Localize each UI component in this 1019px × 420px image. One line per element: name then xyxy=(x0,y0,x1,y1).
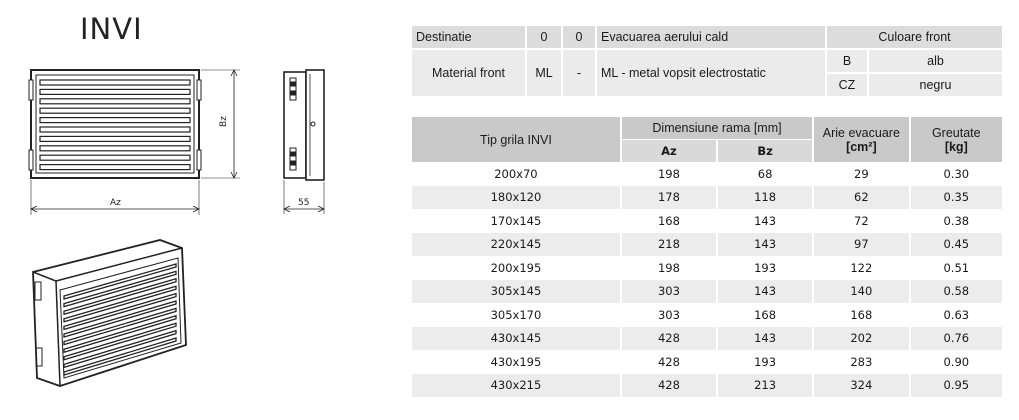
product-table xyxy=(412,117,1002,397)
destinatie-code-1: 0 xyxy=(526,26,562,49)
cell-bz: 68 xyxy=(717,162,813,186)
bz-header: Bz xyxy=(717,140,813,163)
destinatie-value: Evacuarea aerului cald xyxy=(596,26,826,49)
cell-area: 72 xyxy=(813,209,909,233)
table-row xyxy=(412,280,1002,304)
cell-area: 168 xyxy=(813,303,909,327)
area-header-label: Arie evacuare xyxy=(822,125,900,140)
cell-area: 324 xyxy=(813,374,909,398)
type-header: Tip grila INVI xyxy=(412,117,621,162)
cell-weight: 0.45 xyxy=(910,233,1002,257)
destinatie-code-2: 0 xyxy=(562,26,596,49)
cell-bz: 143 xyxy=(717,209,813,233)
cell-bz: 193 xyxy=(717,256,813,280)
color-name: negru xyxy=(868,73,1002,96)
table-row xyxy=(412,327,1002,351)
cell-weight: 0.76 xyxy=(910,327,1002,351)
cell-bz: 168 xyxy=(717,303,813,327)
destinatie-label: Destinatie xyxy=(412,26,526,49)
height-dimension-label: Bz xyxy=(219,116,229,127)
table-row xyxy=(412,162,1002,186)
table-row xyxy=(412,209,1002,233)
cell-weight: 0.63 xyxy=(910,303,1002,327)
color-code: B xyxy=(826,49,868,73)
cell-az: 303 xyxy=(621,303,717,327)
cell-weight: 0.58 xyxy=(910,280,1002,304)
cell-type: 200x70 xyxy=(412,162,621,186)
cell-area: 140 xyxy=(813,280,909,304)
table-row xyxy=(412,233,1002,257)
area-header-unit: [cm²] xyxy=(846,139,877,154)
material-value: ML - metal vopsit electrostatic xyxy=(596,49,826,96)
culoare-header: Culoare front xyxy=(826,26,1002,49)
material-label: Material front xyxy=(412,49,526,96)
width-dimension-label: Az xyxy=(110,198,121,208)
cell-az: 178 xyxy=(621,186,717,210)
cell-type: 305x145 xyxy=(412,280,621,304)
cell-bz: 143 xyxy=(717,280,813,304)
cell-weight: 0.38 xyxy=(910,209,1002,233)
cell-area: 283 xyxy=(813,350,909,374)
weight-header-label: Greutate xyxy=(931,125,981,140)
cell-type: 200x195 xyxy=(412,256,621,280)
depth-dimension-label: 55 xyxy=(298,198,310,208)
cell-type: 430x195 xyxy=(412,350,621,374)
info-table xyxy=(412,26,1002,96)
weight-header-unit: [kg] xyxy=(944,139,968,154)
table-row xyxy=(412,256,1002,280)
cell-area: 29 xyxy=(813,162,909,186)
cell-az: 428 xyxy=(621,327,717,351)
cell-az: 198 xyxy=(621,256,717,280)
product-title: INVI xyxy=(80,12,143,46)
cell-type: 430x215 xyxy=(412,374,621,398)
cell-bz: 213 xyxy=(717,374,813,398)
cell-weight: 0.95 xyxy=(910,374,1002,398)
material-dash: - xyxy=(562,49,596,96)
cell-bz: 143 xyxy=(717,327,813,351)
cell-weight: 0.30 xyxy=(910,162,1002,186)
cell-az: 198 xyxy=(621,162,717,186)
cell-az: 303 xyxy=(621,280,717,304)
cell-area: 122 xyxy=(813,256,909,280)
weight-header xyxy=(910,117,1002,162)
cell-az: 218 xyxy=(621,233,717,257)
cell-az: 428 xyxy=(621,374,717,398)
cell-az: 168 xyxy=(621,209,717,233)
cell-area: 202 xyxy=(813,327,909,351)
cell-weight: 0.90 xyxy=(910,350,1002,374)
table-row xyxy=(412,303,1002,327)
table-row xyxy=(412,186,1002,210)
az-header: Az xyxy=(621,140,717,163)
table-row xyxy=(412,350,1002,374)
color-code: CZ xyxy=(826,73,868,96)
cell-bz: 193 xyxy=(717,350,813,374)
material-code: ML xyxy=(526,49,562,96)
cell-area: 62 xyxy=(813,186,909,210)
dimensions-header: Dimensiune rama [mm] xyxy=(621,117,813,140)
cell-weight: 0.51 xyxy=(910,256,1002,280)
cell-az: 428 xyxy=(621,350,717,374)
cell-type: 305x170 xyxy=(412,303,621,327)
cell-type: 430x145 xyxy=(412,327,621,351)
cell-weight: 0.35 xyxy=(910,186,1002,210)
cell-area: 97 xyxy=(813,233,909,257)
color-name: alb xyxy=(868,49,1002,73)
cell-type: 220x145 xyxy=(412,233,621,257)
cell-type: 180x120 xyxy=(412,186,621,210)
technical-drawing xyxy=(0,0,400,420)
area-header xyxy=(813,117,909,162)
cell-bz: 118 xyxy=(717,186,813,210)
cell-bz: 143 xyxy=(717,233,813,257)
cell-type: 170x145 xyxy=(412,209,621,233)
table-row xyxy=(412,374,1002,398)
